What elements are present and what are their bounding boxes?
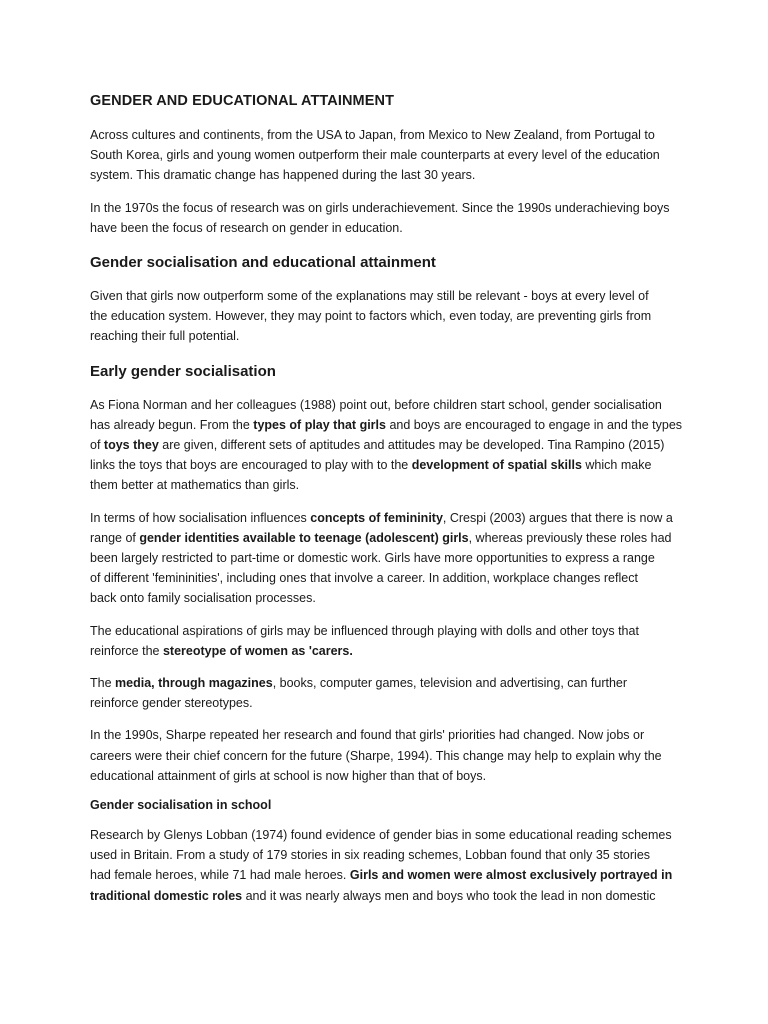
text-run: , Crespi (2003) argues that there is now a: [442, 510, 673, 525]
heading-early-socialisation: Early gender socialisation: [90, 362, 276, 380]
paragraph-media: [90, 673, 690, 713]
text-line: Given that girls now outperform some of the explanations may still be relevant - boys at every level of: [90, 289, 649, 304]
text-line: [90, 415, 690, 435]
text-line: them better at mathematics than girls.: [90, 478, 300, 493]
bold-text: media, through magazines: [115, 676, 273, 691]
text-line: [90, 528, 690, 548]
text-line: reinforce gender stereotypes.: [90, 696, 253, 711]
text-line: careers were their chief concern for the future (Sharpe, 1994). This change may help to explain why the: [90, 748, 662, 763]
bold-text: stereotype of women as 'carers.: [162, 643, 353, 658]
text-line: [90, 865, 690, 885]
text-run: are given, different sets of aptitudes and attitudes may be developed. Tina Rampino (2015): [158, 438, 665, 453]
bold-text: development of spatial skills: [411, 458, 582, 473]
text-run: has already begun. From the: [90, 417, 254, 432]
text-run: and boys are encouraged to engage in and the types: [385, 417, 683, 432]
text-line: The educational aspirations of girls may be influenced through playing with dolls and other toys that: [90, 623, 639, 638]
text-line: educational attainment of girls at school is now higher than that of boys.: [90, 768, 487, 783]
text-run: , books, computer games, television and advertising, can further: [272, 676, 628, 691]
text-line: [90, 641, 690, 661]
text-line: back onto family socialisation processes.: [90, 591, 316, 606]
heading-gender-socialisation: Gender socialisation and educational attainment: [90, 254, 436, 272]
text-run: reinforce the: [90, 643, 163, 658]
text-run: , whereas previously these roles had: [468, 530, 672, 545]
paragraph-aspirations: [90, 621, 690, 661]
text-run: which make: [581, 458, 652, 473]
text-line: system. This dramatic change has happened during the last 30 years.: [90, 168, 476, 183]
text-line: South Korea, girls and young women outperform their male counterparts at every level of the education: [90, 148, 660, 163]
text-line: been largely restricted to part-time or domestic work. Girls have more opportunities to express a range: [90, 551, 655, 566]
text-line: [90, 508, 690, 528]
paragraph-crespi: [90, 508, 690, 609]
text-line: In the 1970s the focus of research was on girls underachievement. Since the 1990s underachieving boys: [90, 200, 670, 215]
paragraph-lobban: [90, 825, 690, 906]
text-run: had female heroes, while 71 had male heroes.: [90, 868, 350, 883]
text-line: reaching their full potential.: [90, 329, 240, 344]
text-line: [90, 673, 690, 693]
bold-text: concepts of femininity: [310, 510, 443, 525]
text-run: of: [90, 438, 104, 453]
document-page: [90, 93, 690, 918]
text-line: [90, 886, 690, 906]
text-run: range of: [90, 530, 140, 545]
bold-text: Girls and women were almost exclusively portrayed in: [349, 868, 673, 883]
text-line: As Fiona Norman and her colleagues (1988) point out, before children start school, gender socialisation: [90, 397, 662, 412]
text-line: [90, 455, 690, 475]
text-run: links the toys that boys are encouraged to play with to the: [90, 458, 412, 473]
paragraph-sharpe: [90, 725, 690, 786]
bold-text: gender identities available to teenage (adolescent) girls: [139, 530, 469, 545]
document-title: GENDER AND EDUCATIONAL ATTAINMENT: [90, 93, 395, 109]
text-run: and it was nearly always men and boys who took the lead in non domestic: [242, 888, 656, 903]
paragraph-norman: [90, 395, 690, 496]
text-line: Across cultures and continents, from the USA to Japan, from Mexico to New Zealand, from Portugal to: [90, 128, 655, 142]
text-line: used in Britain. From a study of 179 stories in six reading schemes, Lobban found that only 35 stories: [90, 848, 651, 863]
text-line: Research by Glenys Lobban (1974) found evidence of gender bias in some educational reading schemes: [90, 828, 672, 843]
paragraph-intro: [90, 125, 690, 186]
heading-school-socialisation: Gender socialisation in school: [90, 798, 272, 813]
text-run: In terms of how socialisation influences: [90, 510, 311, 525]
paragraph-research-focus: [90, 198, 690, 238]
text-line: the education system. However, they may point to factors which, even today, are preventing girls from: [90, 309, 652, 324]
text-line: [90, 435, 690, 455]
bold-text: traditional domestic roles: [90, 888, 243, 903]
text-run: The: [90, 676, 116, 691]
paragraph-outperform: [90, 286, 690, 347]
text-line: have been the focus of research on gender in education.: [90, 220, 403, 235]
bold-text: types of play that girls: [253, 417, 386, 432]
text-line: In the 1990s, Sharpe repeated her research and found that girls' priorities had changed. Now jobs or: [90, 728, 645, 743]
text-line: of different 'femininities', including ones that involve a career. In addition, workplace changes reflect: [90, 571, 638, 586]
bold-text: toys they: [103, 438, 159, 453]
